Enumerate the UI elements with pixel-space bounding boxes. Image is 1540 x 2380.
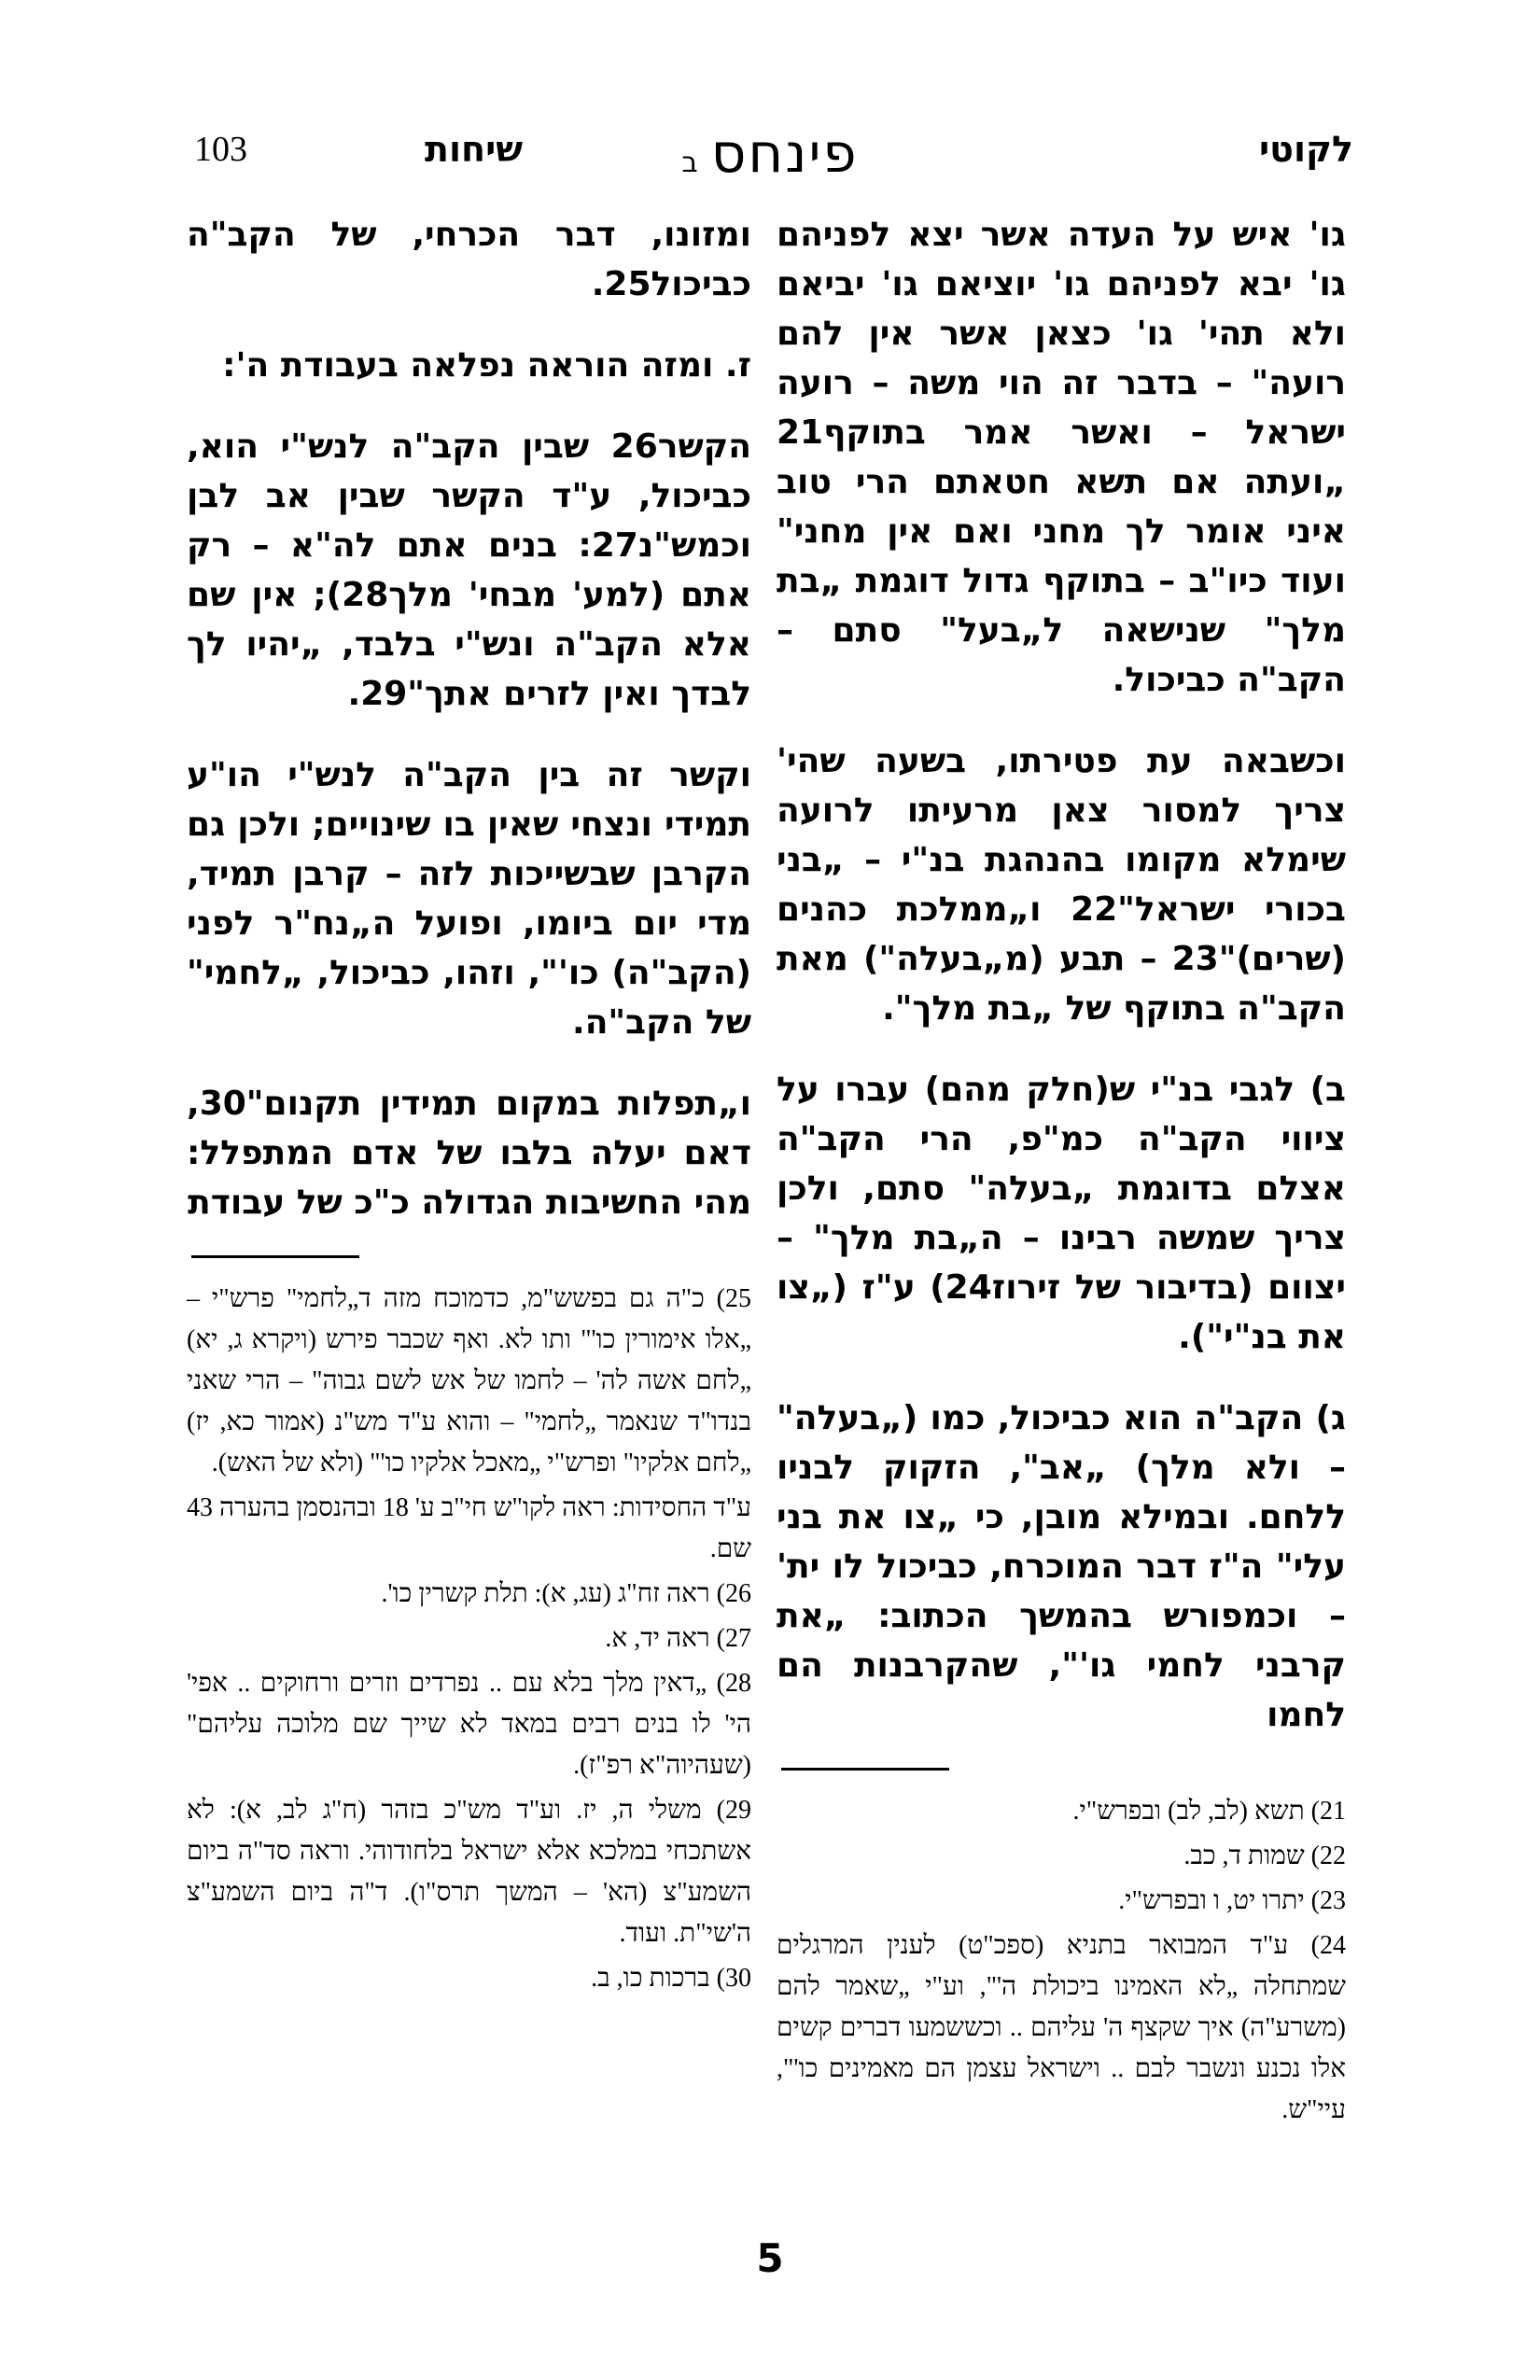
- footnote-divider: [781, 1768, 949, 1771]
- footnote-27: 27) ראה יד, א.: [605, 1624, 751, 1653]
- left-column: [187, 210, 751, 2003]
- footnote-21: 21) תשא (לב, לב) ובפרש"י.: [1072, 1797, 1346, 1826]
- footnote-26: 26) ראה זח"ג (עג, א): תלת קשרין כו'.: [381, 1579, 751, 1608]
- footnote-25-cont: ע"ד החסידות: ראה לקו"ש חי"ב ע' 18 ובהנסמן בהערה 43 שם.: [187, 1493, 751, 1563]
- running-header: [187, 121, 1353, 194]
- left-paragraph-2: הקשר26 שבין הקב"ה לנש"י הוא, כביכול, ע"ד הקשר שבין אב לבן וכמש"נ27: בנים אתם לה"א – רק אתם (למע' מבחי' מלך28); אין שם אלא הקב"ה ונש"י בלבד, „יהיו לך לבדך ואין לזרים אתך"29.: [187, 427, 752, 713]
- footnote-30: 30) ברכות כו, ב.: [591, 1964, 751, 1993]
- header-center-title: פינחס: [710, 121, 859, 185]
- footnote-29: 29) משלי ה, יז. וע"ד מש"כ בזהר (ח"ג לב, א): לא אשתכחי במלכא אלא ישראל בלחודוהי. וראה סד"ה ביום השמע"צ (הא' – המשך תרס"ו). ד"ה ביום השמע"צ ה'שי"ת. ועוד.: [187, 1796, 751, 1948]
- left-paragraph-3: וקשר זה בין הקב"ה לנש"י הו"ע תמידי ונצחי שאין בו שינויים; ולכן גם הקרבן שבשייכות לזה – קרבן תמיד, מדי יום ביומו, ופועל ה„נח"ר לפני (הקב"ה) כו'", וזהו, כביכול, „לחמי" של הקב"ה.: [187, 756, 751, 1042]
- header-center: [187, 121, 1353, 185]
- left-paragraph-4: ו„תפלות במקום תמידין תקנום"30, דאם יעלה בלבו של אדם המתפלל: מהי החשיבות הגדולה כ"כ של עבודת: [187, 1085, 751, 1222]
- footnote-24: 24) ע"ד המבואר בתניא (ספכ"ט) לענין המרגלים שמתחלה „לא האמינו ביכולת ה'", וע"י „שאמר להם (משרע"ה) איך שקצף ה' עליהם .. וכששמעו דברים קשים אלו נכנע ונשבר לבם .. וישראל עצמן הם מאמינים כו'", עיי"ש.: [777, 1931, 1346, 2124]
- right-paragraph-1: גו' איש על העדה אשר יצא לפניהם גו' יבא לפניהם גו' יוציאם גו' יביאם ולא תהי' גו' כצאן אשר אין להם רועה" – בדבר זה הוי משה – רועה ישראל – ואשר אמר בתוקף21 „ועתה אם תשא חטאתם הרי טוב איני אומר לך מחני ואם אין מחני" ועוד כיו"ב – בתוקף גדול דוגמת „בת מלך" שנישאה ל„בעל" סתם – הקב"ה כביכול.: [777, 216, 1346, 699]
- right-paragraph-2: וכשבאה עת פטירתו, בשעה שהי' צריך למסור צאן מרעיתו לרועה שימלא מקומו בהנהגת בנ"י – „בני בכורי ישראל"22 ו„ממלכת כהנים (שרים)"23 – תבע (מ„בעלה") מאת הקב"ה בתוקף של „בת מלך".: [777, 742, 1346, 1028]
- footnote-divider: [191, 1255, 359, 1258]
- header-page-number: 103: [194, 130, 247, 169]
- footnote-22: 22) שמות ד, כב.: [1183, 1841, 1346, 1870]
- right-column: [777, 210, 1346, 2135]
- footnote-25: 25) כ"ה גם בפשש"מ, כדמוכח מזה ד„לחמי" פרש"י – „אלו אימורין כו'" ותו לא. ואף שכבר פירש (ויקרא ג, יא) „לחם אשה לה' – לחמו של אש לשם גבוה" – הרי שאני בנדו"ד שנאמר „לחמי" – והוא ע"ד מש"נ (אמור כא, יז) „לחם אלקיו" ופרש"י „מאכל אלקיו כו'" (ולא של האש).: [187, 1284, 751, 1477]
- left-paragraph-1: ומזונו, דבר הכרחי, של הקב"ה כביכול25.: [187, 216, 751, 303]
- footnote-28: 28) „דאין מלך בלא עם .. נפרדים וזרים ורחוקים .. אפי' הי' לו בנים רבים במאד לא שייך שם מלוכה עליהם" (שעהיוה"א רפ"ז).: [187, 1669, 751, 1780]
- header-right-title: לקוטי: [1258, 129, 1353, 170]
- left-section-heading: ז. ומזה הוראה נפלאה בעבודת ה':: [222, 346, 751, 385]
- footer-page-number: 5: [756, 2235, 784, 2281]
- right-paragraph-4: ג) הקב"ה הוא כביכול, כמו („בעלה" – ולא מלך) „אב", הזקוק לבניו ללחם. ובמילא מובן, כי „צו את בני עלי" ה"ז דבר המוכרח, כביכול לו ית' – וכמפורש בהמשך הכתוב: „את קרבני לחמי גו'", שהקרבנות הם לחמו: [777, 1399, 1346, 1734]
- right-paragraph-3: ב) לגבי בנ"י ש(חלק מהם) עברו על ציווי הקב"ה כמ"פ, הרי הקב"ה אצלם בדוגמת „בעלה" סתם, ולכן צריך שמשה רבינו – ה„בת מלך" – יצוום (בדיבור של זירוז24) ע"ז („צו את בנ"י").: [777, 1071, 1346, 1356]
- footnote-23: 23) יתרו יט, ו ובפרש"י.: [1118, 1886, 1346, 1915]
- header-center-sub: ב: [681, 147, 698, 179]
- header-left-title: שיחות: [425, 129, 524, 170]
